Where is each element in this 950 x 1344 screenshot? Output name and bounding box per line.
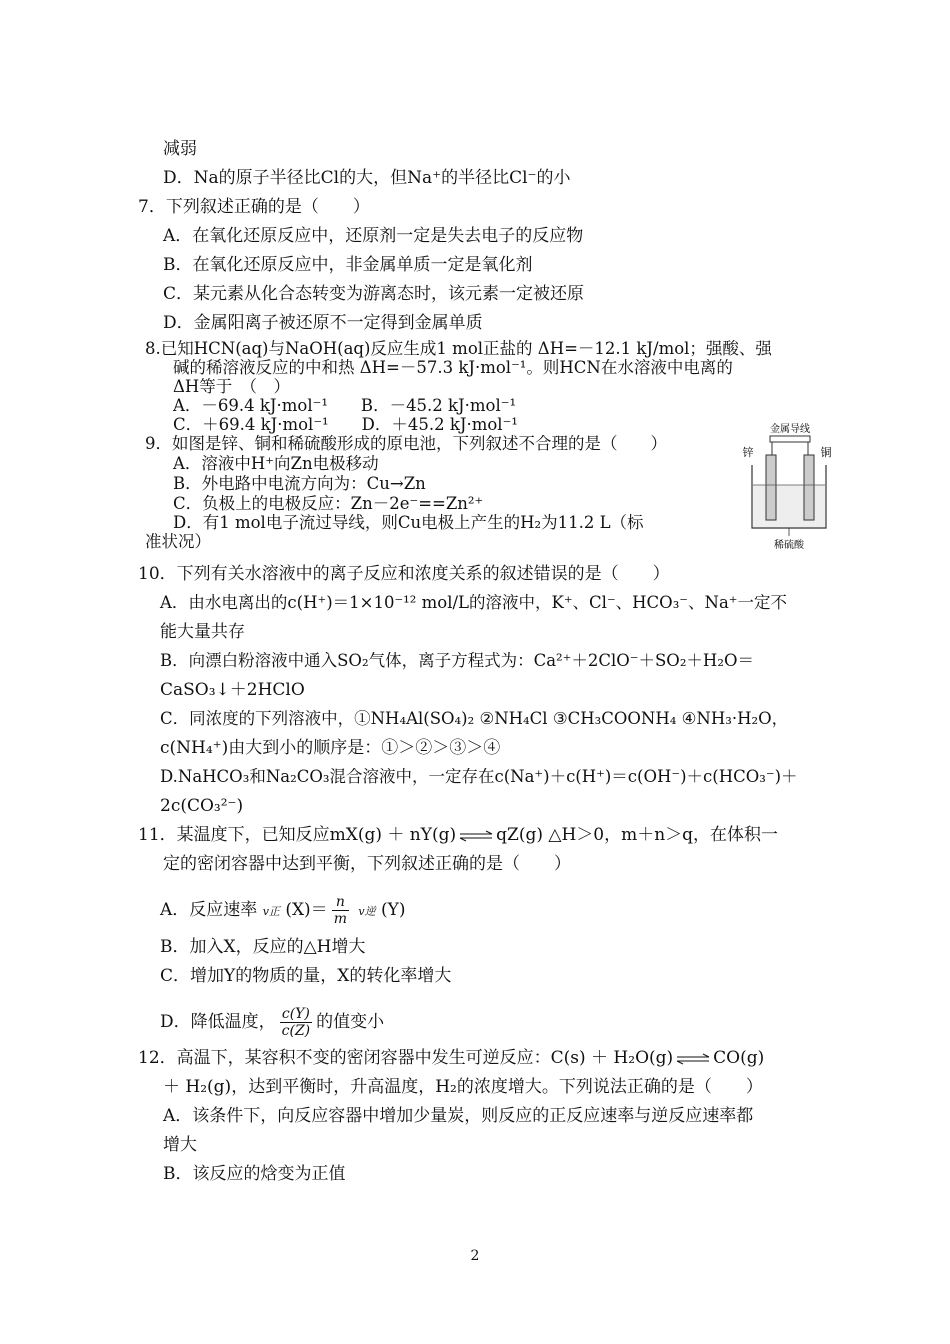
equilibrium-arrow-icon xyxy=(458,830,494,842)
option-b: B．该反应的焓变为正值 xyxy=(163,1164,346,1184)
v-reverse: v逆 xyxy=(358,905,376,918)
acid-label: 稀硫酸 xyxy=(774,540,804,551)
option-b: B．加入X，反应的△H增大 xyxy=(160,937,366,957)
text-line: 2c(CO₃²⁻) xyxy=(160,796,244,816)
option-d: D．Na的原子半径比Cl的大，但Na⁺的半径比Cl⁻的小 xyxy=(163,168,571,188)
fraction-cy-over-cz: $\frac{c(Y)}{c(Z)}$ xyxy=(281,1006,311,1039)
text-line: ΔH等于 （ ） xyxy=(173,377,291,396)
equilibrium-arrow-icon xyxy=(675,1053,711,1065)
question-12 xyxy=(138,1047,764,1069)
v-forward: v正 xyxy=(262,905,280,918)
option-d: D．有1 mol电子流过导线，则Cu电极上产生的H₂为11.2 L（标 xyxy=(173,513,644,532)
q11-part2: qZ(g) △H＞0，m＋n＞q，在体积一 xyxy=(496,825,779,845)
question-10: 10．下列有关水溶液中的离子反应和浓度关系的叙述错误的是（ ） xyxy=(138,564,670,584)
question-9: 9．如图是锌、铜和稀硫酸形成的原电池，下列叙述不合理的是（ ） xyxy=(145,434,667,453)
q11-a-mid: (X)＝ xyxy=(285,900,328,920)
text-line: 碱的稀溶液反应的中和热 ΔH=－57.3 kJ·mol⁻¹。则HCN在水溶液中电离的 xyxy=(173,358,733,377)
question-7: 7．下列叙述正确的是（ ） xyxy=(138,197,370,217)
option-a: A．由水电离出的c(H⁺)＝1×10⁻¹² mol/L的溶液中，K⁺、Cl⁻、HCO₃⁻、Na⁺一定不 xyxy=(160,593,787,612)
option-a: A．溶液中H⁺向Zn电极移动 xyxy=(173,454,379,473)
question-8: 8.已知HCN(aq)与NaOH(aq)反应生成1 mol正盐的 ΔH=－12.1 kJ/mol；强酸、强 xyxy=(145,339,772,358)
options-cd: C．＋69.4 kJ·mol⁻¹ D．＋45.2 kJ·mol⁻¹ xyxy=(173,415,518,434)
q12-part1: 12．高温下，某容积不变的密闭容器中发生可逆反应：C(s) ＋ H₂O(g) xyxy=(138,1048,674,1068)
q11-a-label: A．反应速率 xyxy=(160,900,258,920)
page-number: 2 xyxy=(470,1248,480,1264)
text-line: c(NH₄⁺)由大到小的顺序是：①＞②＞③＞④ xyxy=(160,738,501,758)
option-b: B．外电路中电流方向为：Cu→Zn xyxy=(173,474,426,493)
galvanic-cell-figure xyxy=(742,420,832,555)
q11-part1: 11．某温度下，已知反应mX(g) ＋ nY(g) xyxy=(138,825,457,845)
option-c: C．某元素从化合态转变为游离态时，该元素一定被还原 xyxy=(163,284,585,304)
option-a: A．该条件下，向反应容器中增加少量炭，则反应的正反应速率与逆反应速率都 xyxy=(163,1106,754,1126)
text-line: 增大 xyxy=(163,1135,197,1155)
copper-label: 铜 xyxy=(820,446,832,459)
zinc-label: 锌 xyxy=(742,446,754,459)
q12-part2: CO(g) xyxy=(713,1048,765,1068)
wire-label: 金属导线 xyxy=(770,424,810,435)
option-d: D．金属阳离子被还原不一定得到金属单质 xyxy=(163,313,483,333)
option-b: B．在氧化还原反应中，非金属单质一定是氧化剂 xyxy=(163,255,533,275)
text-line: 准状况） xyxy=(145,532,211,551)
option-c: C．增加Y的物质的量，X的转化率增大 xyxy=(160,966,452,986)
galvanic-cell-svg xyxy=(742,420,832,555)
wire xyxy=(770,436,810,442)
q11-d-label: D．降低温度， xyxy=(160,1012,276,1032)
q11-d-end: 的值变小 xyxy=(316,1012,385,1032)
option-d: D.NaHCO₃和Na₂CO₃混合溶液中，一定存在c(Na⁺)＋c(H⁺)＝c(OH⁻)＋c(HCO₃⁻)＋ xyxy=(160,767,798,786)
text-line: 能大量共存 xyxy=(160,622,245,642)
text-line: 减弱 xyxy=(163,139,197,159)
text-line: 定的密闭容器中达到平衡，下列叙述正确的是（ ） xyxy=(163,854,571,874)
option-c: C．同浓度的下列溶液中，①NH₄Al(SO₄)₂ ②NH₄Cl ③CH₃COONH₄ ④NH₃·H₂O， xyxy=(160,709,789,728)
options-ab: A．－69.4 kJ·mol⁻¹ B．－45.2 kJ·mol⁻¹ xyxy=(173,396,517,415)
option-d xyxy=(160,1006,384,1039)
option-b: B．向漂白粉溶液中通入SO₂气体，离子方程式为：Ca²⁺＋2ClO⁻＋SO₂＋H₂O＝ xyxy=(160,651,754,670)
fraction-n-over-m: $\frac{n}{m}$ xyxy=(333,894,347,927)
text-line: CaSO₃↓＋2HClO xyxy=(160,680,305,700)
option-a: A．在氧化还原反应中，还原剂一定是失去电子的反应物 xyxy=(163,226,584,246)
question-11 xyxy=(138,824,778,846)
option-c: C．负极上的电极反应：Zn－2e⁻==Zn²⁺ xyxy=(173,494,484,513)
q11-a-end: (Y) xyxy=(381,900,406,920)
text-line: ＋ H₂(g)，达到平衡时，升高温度，H₂的浓度增大。下列说法正确的是（ ） xyxy=(163,1077,763,1097)
option-a xyxy=(160,894,406,927)
